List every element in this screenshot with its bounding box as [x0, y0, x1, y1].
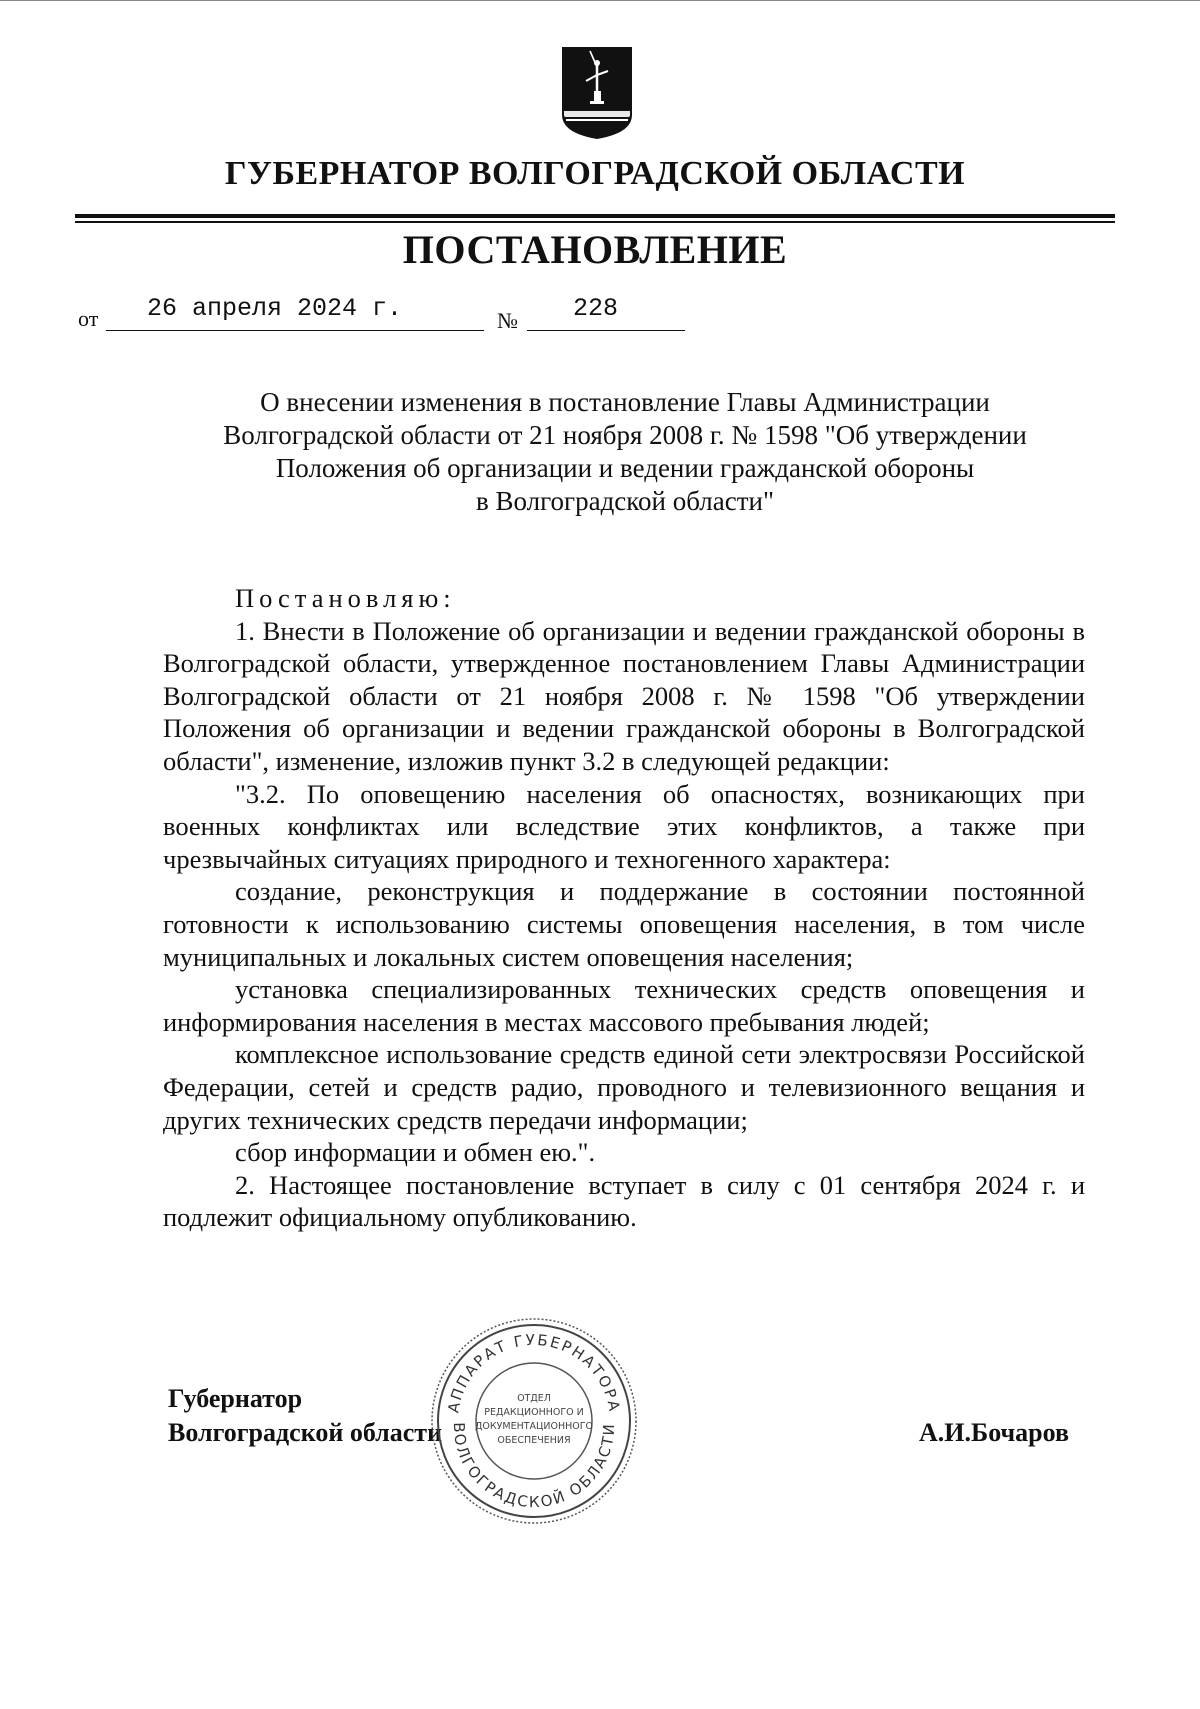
- stamp-bottom-text: ВОЛГОГРАДСКОЙ ОБЛАСТИ: [449, 1422, 619, 1512]
- document-number: 228: [573, 294, 619, 323]
- title-line: Волгоградской области от 21 ноября 2008 г. № 1598 "Об утверждении: [223, 420, 1027, 450]
- number-underline: [527, 330, 685, 331]
- stamp-center-line: РЕДАКЦИОННОГО И: [484, 1407, 584, 1418]
- title-line: Положения об организации и ведении гражданской обороны: [275, 453, 975, 483]
- stamp-top-text: АППАРАТ ГУБЕРНАТОРА: [444, 1330, 624, 1415]
- body-paragraph: "3.2. По оповещению населения об опасностях, возникающих при военных конфликтах или вследствие этих конфликтов, а также при чрезвычайных ситуациях природного и техногенного характера:: [163, 778, 1085, 874]
- body-paragraph: сбор информации и обмен ею.".: [235, 1137, 596, 1168]
- header-rule-thick: [75, 214, 1115, 218]
- stamp-center-line: ДОКУМЕНТАЦИОННОГО: [474, 1421, 594, 1432]
- header-rule-thin: [75, 221, 1115, 223]
- page-edge: [0, 0, 1200, 1]
- document-title: [130, 386, 1120, 518]
- number-prefix: №: [497, 308, 518, 333]
- document-date: 26 апреля 2024 г.: [147, 294, 403, 323]
- date-prefix: от: [78, 306, 99, 331]
- signatory-title-line: Волгоградской области: [168, 1418, 443, 1447]
- issuing-authority: ГУБЕРНАТОР ВОЛГОГРАДСКОЙ ОБЛАСТИ: [224, 155, 966, 192]
- signatory-title: [168, 1382, 442, 1450]
- body-paragraph: установка специализированных технических средств оповещения и информирования населения в местах массового пребывания людей;: [163, 974, 1085, 1037]
- body-paragraph: 1. Внести в Положение об организации и ведении гражданской обороны в Волгоградской области, утвержденное постановлением Главы Администрации Волгоградской области от 21 ноября 2008 г. № 1598 "Об утверждении Положения об организации и ведении гражданской обороны в Волгоградской области", изменение, изложив пункт 3.2 в следующей редакции:: [163, 615, 1085, 776]
- signatory-title-line: Губернатор: [168, 1384, 303, 1413]
- body-paragraph: создание, реконструкция и поддержание в состоянии постоянной готовности к использованию системы оповещения населения, в том числе муниципальных и локальных систем оповещения населения;: [163, 876, 1085, 972]
- volgograd-coat-of-arms-icon: [560, 45, 634, 141]
- stamp-center-line: ОБЕСПЕЧЕНИЯ: [497, 1435, 571, 1446]
- stamp-center-line: ОТДЕЛ: [517, 1393, 551, 1404]
- document-type: ПОСТАНОВЛЕНИЕ: [402, 227, 788, 272]
- official-stamp-icon: [428, 1315, 640, 1527]
- resolve-word: Постановляю:: [235, 583, 456, 613]
- document-body: [163, 582, 1085, 1234]
- date-underline: [106, 330, 484, 331]
- body-paragraph: 2. Настоящее постановление вступает в силу с 01 сентября 2024 г. и подлежит официальному опубликованию.: [163, 1169, 1085, 1233]
- signatory-name: А.И.Бочаров: [919, 1418, 1070, 1447]
- title-line: в Волгоградской области": [475, 486, 775, 516]
- title-line: О внесении изменения в постановление Главы Администрации: [260, 387, 990, 417]
- body-paragraph: комплексное использование средств единой сети электросвязи Российской Федерации, сетей и средств радио, проводного и телевизионного вещания и других технических средств передачи информации;: [163, 1039, 1085, 1135]
